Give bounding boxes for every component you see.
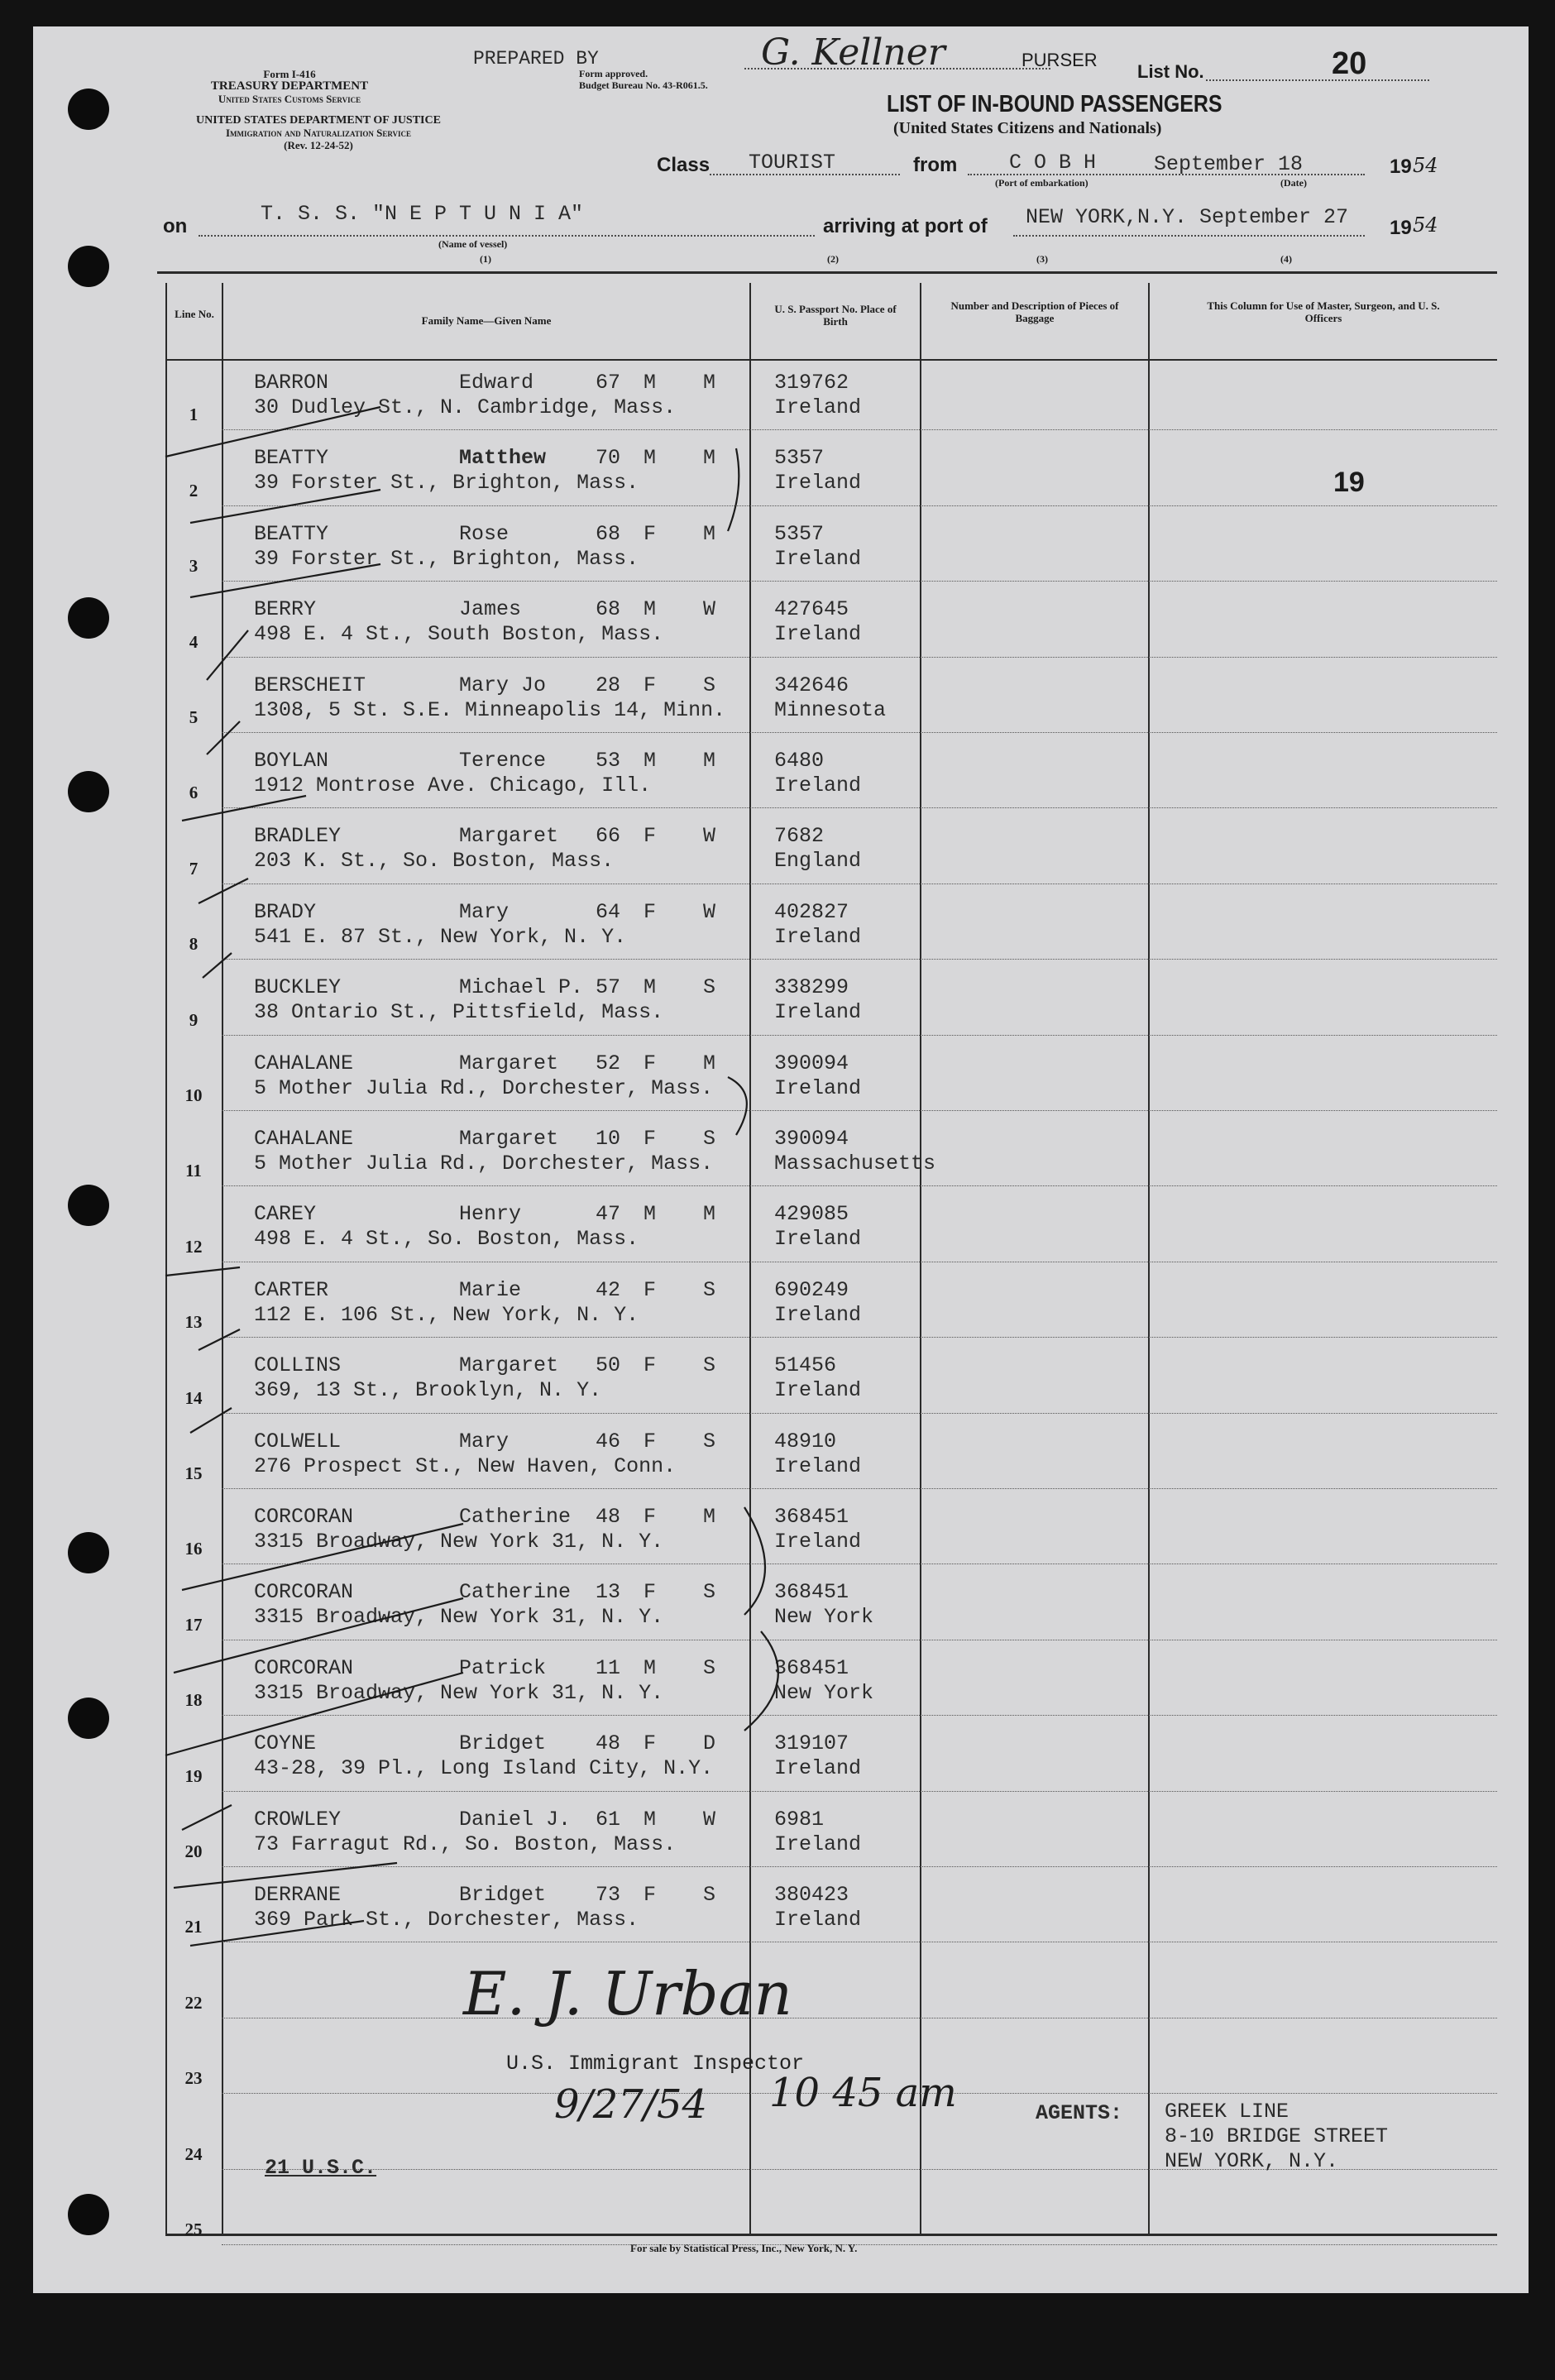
passenger-marital-status: S (703, 1277, 716, 1302)
passenger-given-name: Margaret (459, 1127, 559, 1151)
class-value: TOURIST (749, 151, 836, 175)
passenger-family-name: BERRY (254, 597, 317, 622)
arrival-year: 54 (1413, 213, 1438, 237)
place-of-birth: Ireland (774, 395, 862, 419)
date-caption: (Date) (1280, 177, 1307, 189)
line-number: 5 (189, 706, 199, 727)
customs-label: United States Customs Service (218, 93, 361, 105)
printer-imprint: For sale by Statistical Press, Inc., New York, N. Y. (630, 2242, 858, 2254)
passenger-given-name: Terence (459, 749, 547, 773)
passenger-age: 68 (596, 521, 621, 546)
passport-number: 48910 (774, 1429, 837, 1453)
passenger-age: 46 (596, 1429, 621, 1453)
passenger-sex: F (644, 1429, 657, 1453)
on-label: on (163, 215, 188, 237)
code-reference: 21 U.S.C. (265, 2156, 377, 2180)
passenger-address: 541 E. 87 St., New York, N. Y. (254, 924, 627, 949)
passenger-address: 1912 Montrose Ave. Chicago, Ill. (254, 773, 652, 797)
passport-number: 319762 (774, 371, 849, 395)
passenger-age: 42 (596, 1277, 621, 1302)
passenger-family-name: BEATTY (254, 521, 329, 546)
place-of-birth: Ireland (774, 1302, 862, 1327)
passenger-sex: F (644, 899, 657, 924)
passenger-given-name: Michael P. (459, 975, 584, 1000)
header-passport: U. S. Passport No. Place of Birth (774, 303, 897, 328)
passenger-sex: M (644, 1202, 657, 1227)
passenger-marital-status: S (703, 1353, 716, 1378)
place-of-birth: Minnesota (774, 697, 887, 722)
line-number: 16 (184, 1539, 203, 1559)
passenger-list-form (33, 26, 1529, 2293)
passenger-marital-status: S (703, 1655, 716, 1680)
passenger-marital-status: W (703, 824, 716, 849)
passport-number: 7682 (774, 824, 825, 849)
passenger-age: 48 (596, 1731, 621, 1756)
passenger-age: 66 (596, 824, 621, 849)
passenger-given-name: Edward (459, 371, 534, 395)
passenger-address: 369, 13 St., Brooklyn, N. Y. (254, 1378, 602, 1403)
passenger-marital-status: W (703, 597, 716, 622)
header-name: Family Name—Given Name (421, 314, 552, 327)
col-num-3: (3) (1036, 253, 1048, 265)
place-of-birth: Ireland (774, 1832, 862, 1856)
passport-number: 5357 (774, 521, 825, 546)
passenger-sex: F (644, 1883, 657, 1907)
embarkation-port: C O B H (1009, 151, 1097, 175)
officer-note: 19 (1333, 467, 1365, 498)
passport-number: 368451 (774, 1505, 849, 1529)
passenger-address: 498 E. 4 St., So. Boston, Mass. (254, 1227, 639, 1252)
passenger-given-name: Mary (459, 899, 510, 924)
inspection-date: 9/27/54 (554, 2081, 708, 2128)
departure-date: September 18 (1154, 152, 1304, 176)
port-caption: (Port of embarkation) (995, 177, 1088, 189)
passenger-age: 57 (596, 975, 621, 1000)
passenger-marital-status: M (703, 446, 716, 471)
passenger-marital-status: S (703, 1127, 716, 1151)
passenger-age: 64 (596, 899, 621, 924)
passenger-given-name: Catherine (459, 1580, 572, 1605)
ink-annotations (33, 26, 1529, 2293)
line-number: 13 (184, 1312, 203, 1333)
passport-number: 427645 (774, 597, 849, 622)
passenger-address: 30 Dudley St., N. Cambridge, Mass. (254, 395, 677, 419)
passenger-family-name: CORCORAN (254, 1580, 354, 1605)
place-of-birth: Ireland (774, 1000, 862, 1025)
rev-label: (Rev. 12-24-52) (284, 139, 353, 151)
passenger-family-name: CAHALANE (254, 1051, 354, 1075)
line-number: 4 (189, 631, 199, 652)
passenger-given-name: Catherine (459, 1505, 572, 1529)
passenger-age: 61 (596, 1807, 621, 1832)
place-of-birth: Ireland (774, 1075, 862, 1100)
passport-number: 368451 (774, 1655, 849, 1680)
passenger-age: 70 (596, 446, 621, 471)
passenger-given-name: Patrick (459, 1655, 547, 1680)
form-subtitle: (United States Citizens and Nationals) (893, 119, 1162, 137)
agent-street: 8-10 BRIDGE STREET (1165, 2124, 1389, 2148)
passport-number: 5357 (774, 446, 825, 471)
place-of-birth: Massachusetts (774, 1152, 936, 1176)
passenger-given-name: Marie (459, 1277, 522, 1302)
passenger-address: 73 Farragut Rd., So. Boston, Mass. (254, 1832, 677, 1856)
passenger-given-name: Margaret (459, 824, 559, 849)
passenger-marital-status: M (703, 371, 716, 395)
passenger-family-name: CORCORAN (254, 1505, 354, 1529)
line-number: 3 (189, 556, 199, 577)
header-line-no: Line No. (175, 308, 214, 320)
passenger-family-name: CAHALANE (254, 1127, 354, 1151)
line-number: 6 (189, 783, 199, 803)
passport-number: 690249 (774, 1277, 849, 1302)
passenger-sex: M (644, 749, 657, 773)
year-prefix: 19 (1390, 156, 1412, 178)
passenger-family-name: BERSCHEIT (254, 673, 366, 697)
passenger-given-name: Mary Jo (459, 673, 547, 697)
passenger-sex: F (644, 673, 657, 697)
header-baggage: Number and Description of Pieces of Baggage (950, 299, 1119, 324)
place-of-birth: England (774, 849, 862, 874)
agent-name: GREEK LINE (1165, 2100, 1289, 2124)
passenger-age: 50 (596, 1353, 621, 1378)
passenger-family-name: BUCKLEY (254, 975, 342, 1000)
passenger-marital-status: S (703, 1580, 716, 1605)
purser-label: PURSER (1022, 50, 1098, 70)
line-number: 2 (189, 480, 199, 500)
form-number: Form I-416 (263, 68, 316, 80)
arrival-port: NEW YORK,N.Y. September 27 (1026, 205, 1349, 229)
passenger-family-name: CARTER (254, 1277, 329, 1302)
passport-number: 51456 (774, 1353, 837, 1378)
passenger-family-name: COLWELL (254, 1429, 342, 1453)
passenger-given-name: Matthew (459, 446, 547, 471)
passenger-age: 28 (596, 673, 621, 697)
passenger-family-name: CORCORAN (254, 1655, 354, 1680)
list-no-value: 20 (1332, 46, 1367, 81)
passenger-address: 5 Mother Julia Rd., Dorchester, Mass. (254, 1152, 714, 1176)
line-number: 14 (184, 1387, 203, 1408)
passenger-age: 52 (596, 1051, 621, 1075)
passenger-address: 38 Ontario St., Pittsfield, Mass. (254, 1000, 664, 1025)
treasury-label: TREASURY DEPARTMENT (210, 79, 369, 93)
passport-number: 342646 (774, 673, 849, 697)
passenger-marital-status: S (703, 673, 716, 697)
agent-city: NEW YORK, N.Y. (1165, 2149, 1339, 2173)
passenger-given-name: Bridget (459, 1731, 547, 1756)
passenger-age: 73 (596, 1883, 621, 1907)
place-of-birth: Ireland (774, 924, 862, 949)
passenger-given-name: Daniel J. (459, 1807, 572, 1832)
line-number: 21 (184, 1917, 203, 1937)
passenger-given-name: Mary (459, 1429, 510, 1453)
passenger-sex: F (644, 1051, 657, 1075)
passport-number: 402827 (774, 899, 849, 924)
passport-number: 368451 (774, 1580, 849, 1605)
purser-signature: G. Kellner (761, 31, 945, 74)
passenger-address: 39 Forster St., Brighton, Mass. (254, 471, 639, 496)
passenger-age: 48 (596, 1505, 621, 1529)
passport-number: 380423 (774, 1883, 849, 1907)
budget-bureau: Budget Bureau No. 43-R061.5. (579, 79, 708, 91)
passenger-family-name: COYNE (254, 1731, 317, 1756)
place-of-birth: Ireland (774, 773, 862, 797)
form-approved: Form approved. (579, 68, 648, 79)
inspector-title: U.S. Immigrant Inspector (506, 2052, 805, 2076)
passenger-marital-status: S (703, 1429, 716, 1453)
passenger-age: 53 (596, 749, 621, 773)
passenger-marital-status: M (703, 1202, 716, 1227)
passenger-marital-status: M (703, 521, 716, 546)
place-of-birth: Ireland (774, 1756, 862, 1781)
line-number: 18 (184, 1690, 203, 1711)
place-of-birth: Ireland (774, 1227, 862, 1252)
passenger-sex: F (644, 824, 657, 849)
justice-label: UNITED STATES DEPARTMENT OF JUSTICE (196, 114, 441, 127)
header-officers: This Column for Use of Master, Surgeon, and U. S. Officers (1207, 299, 1440, 324)
inspection-time: 10 45 am (769, 2070, 957, 2116)
passenger-address: 3315 Broadway, New York 31, N. Y. (254, 1680, 664, 1705)
vessel-caption: (Name of vessel) (438, 238, 508, 250)
passport-number: 390094 (774, 1127, 849, 1151)
passenger-sex: F (644, 1580, 657, 1605)
passenger-age: 13 (596, 1580, 621, 1605)
passenger-sex: F (644, 1277, 657, 1302)
line-number: 17 (184, 1614, 203, 1635)
passenger-given-name: Bridget (459, 1883, 547, 1907)
arrival-year-prefix: 19 (1390, 217, 1412, 239)
passenger-age: 47 (596, 1202, 621, 1227)
passenger-given-name: Margaret (459, 1353, 559, 1378)
passenger-family-name: BRADLEY (254, 824, 342, 849)
line-number: 15 (184, 1463, 203, 1483)
passenger-address: 3315 Broadway, New York 31, N. Y. (254, 1530, 664, 1554)
passenger-address: 369 Park St., Dorchester, Mass. (254, 1908, 639, 1932)
passenger-given-name: Rose (459, 521, 510, 546)
prepared-by-label: PREPARED BY (473, 48, 599, 69)
place-of-birth: Ireland (774, 622, 862, 647)
passenger-family-name: BOYLAN (254, 749, 329, 773)
form-title: LIST OF IN-BOUND PASSENGERS (887, 91, 1222, 117)
col-num-2: (2) (827, 253, 839, 265)
place-of-birth: Ireland (774, 1453, 862, 1478)
vessel-name: T. S. S. "N E P T U N I A" (261, 202, 584, 226)
passport-number: 390094 (774, 1051, 849, 1075)
line-number: 9 (189, 1009, 199, 1030)
line-number: 11 (185, 1161, 202, 1181)
passport-number: 6480 (774, 749, 825, 773)
passenger-marital-status: S (703, 1883, 716, 1907)
line-number: 19 (184, 1765, 203, 1786)
line-number: 7 (189, 858, 199, 879)
class-label: Class (657, 154, 711, 176)
passenger-sex: M (644, 1655, 657, 1680)
line-number: 20 (184, 1841, 203, 1861)
passport-number: 6981 (774, 1807, 825, 1832)
passenger-family-name: BARRON (254, 371, 329, 395)
place-of-birth: Ireland (774, 1378, 862, 1403)
line-number: 1 (189, 405, 199, 425)
place-of-birth: Ireland (774, 546, 862, 571)
line-number: 8 (189, 934, 199, 955)
passenger-address: 1308, 5 St. S.E. Minneapolis 14, Minn. (254, 697, 726, 722)
passenger-sex: M (644, 1807, 657, 1832)
ins-label: Immigration and Naturalization Service (225, 127, 412, 139)
passenger-family-name: CROWLEY (254, 1807, 342, 1832)
passenger-age: 10 (596, 1127, 621, 1151)
passenger-address: 39 Forster St., Brighton, Mass. (254, 546, 639, 571)
line-number: 12 (184, 1236, 203, 1257)
passenger-address: 3315 Broadway, New York 31, N. Y. (254, 1605, 664, 1630)
passenger-sex: M (644, 975, 657, 1000)
place-of-birth: New York (774, 1605, 874, 1630)
passport-number: 338299 (774, 975, 849, 1000)
passenger-family-name: BRADY (254, 899, 317, 924)
passenger-address: 498 E. 4 St., South Boston, Mass. (254, 622, 664, 647)
line-number: 10 (184, 1085, 203, 1105)
arriving-label: arriving at port of (823, 215, 988, 237)
passport-number: 319107 (774, 1731, 849, 1756)
passenger-sex: F (644, 1127, 657, 1151)
line-number: 22 (184, 1992, 203, 2013)
passenger-sex: M (644, 597, 657, 622)
passenger-address: 112 E. 106 St., New York, N. Y. (254, 1302, 639, 1327)
passenger-sex: F (644, 1731, 657, 1756)
passenger-sex: F (644, 1353, 657, 1378)
passenger-given-name: James (459, 597, 522, 622)
passenger-given-name: Henry (459, 1202, 522, 1227)
line-number: 23 (184, 2068, 203, 2089)
col-num-4: (4) (1280, 253, 1292, 265)
place-of-birth: Ireland (774, 1908, 862, 1932)
passenger-address: 203 K. St., So. Boston, Mass. (254, 849, 615, 874)
passenger-given-name: Margaret (459, 1051, 559, 1075)
vessel-col-num: (1) (480, 253, 491, 265)
passenger-address: 43-28, 39 Pl., Long Island City, N.Y. (254, 1756, 714, 1781)
year-value: 54 (1413, 154, 1438, 177)
agents-label: AGENTS: (1036, 2101, 1123, 2125)
passenger-age: 67 (596, 371, 621, 395)
place-of-birth: Ireland (774, 1530, 862, 1554)
list-no-label: List No. (1137, 61, 1204, 82)
passenger-marital-status: M (703, 1051, 716, 1075)
passenger-marital-status: M (703, 1505, 716, 1529)
passenger-sex: M (644, 446, 657, 471)
passenger-family-name: COLLINS (254, 1353, 342, 1378)
passenger-address: 276 Prospect St., New Haven, Conn. (254, 1453, 677, 1478)
passenger-marital-status: S (703, 975, 716, 1000)
passport-number: 429085 (774, 1202, 849, 1227)
passenger-marital-status: W (703, 899, 716, 924)
from-label: from (913, 154, 958, 176)
inspector-signature: E. J. Urban (463, 1959, 792, 2028)
passenger-family-name: BEATTY (254, 446, 329, 471)
passenger-marital-status: M (703, 749, 716, 773)
passenger-marital-status: D (703, 1731, 716, 1756)
passenger-age: 11 (596, 1655, 621, 1680)
line-number: 25 (184, 2219, 203, 2239)
passenger-age: 68 (596, 597, 621, 622)
place-of-birth: New York (774, 1680, 874, 1705)
passenger-family-name: DERRANE (254, 1883, 342, 1907)
passenger-family-name: CAREY (254, 1202, 317, 1227)
place-of-birth: Ireland (774, 471, 862, 496)
line-number: 24 (184, 2143, 203, 2164)
passenger-sex: M (644, 371, 657, 395)
passenger-sex: F (644, 521, 657, 546)
passenger-sex: F (644, 1505, 657, 1529)
passenger-address: 5 Mother Julia Rd., Dorchester, Mass. (254, 1075, 714, 1100)
passenger-marital-status: W (703, 1807, 716, 1832)
